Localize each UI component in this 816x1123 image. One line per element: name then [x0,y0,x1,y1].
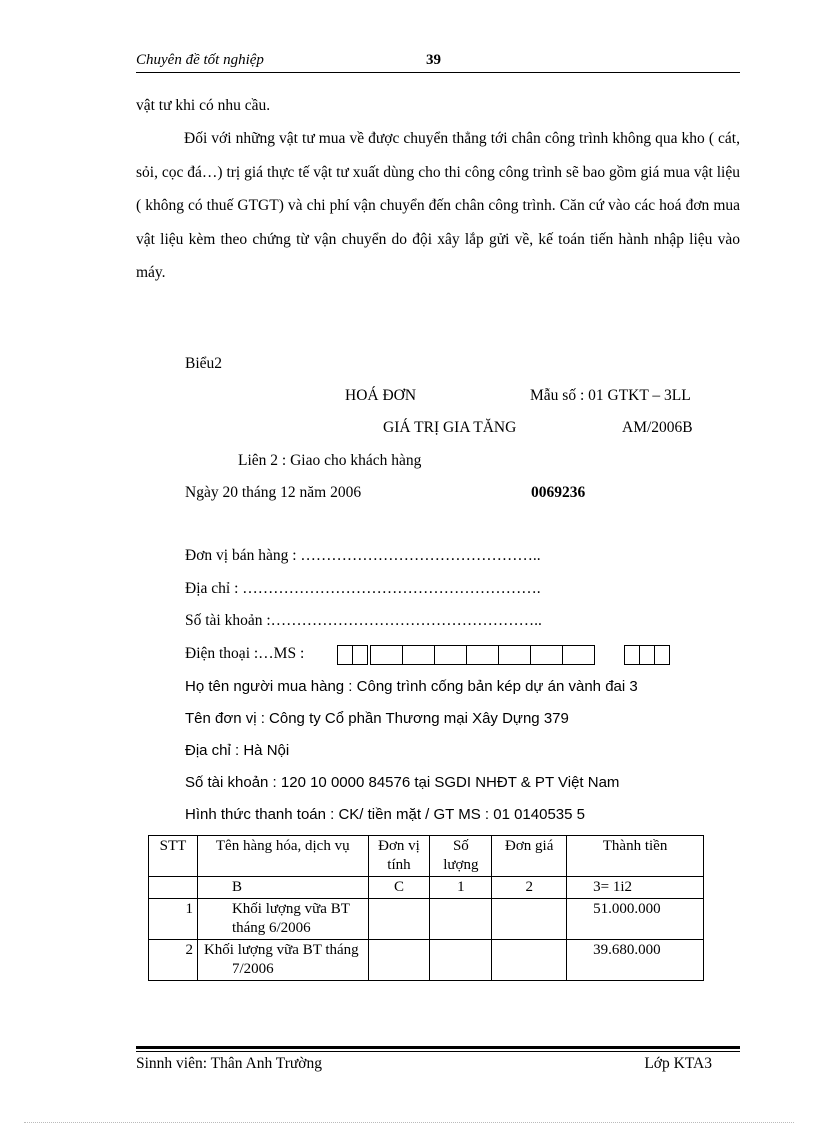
row-stt: 1 [149,899,198,940]
form-number: Mẫu số : 01 GTKT – 3LL [530,387,691,404]
row-amount: 51.000.000 [567,899,704,940]
invoice-title-1: HOÁ ĐƠN [345,387,417,404]
tax-code-boxes-3 [624,645,670,664]
row-quantity [430,940,492,981]
row-price [492,899,567,940]
row-name: Khối lượng vữa BT tháng 7/2006 [197,940,368,981]
phone-line: Điện thoại :…MS : [185,645,305,662]
invoice-label: Biểu2 [185,355,223,372]
table-row [149,899,704,940]
footer-student: Sinnh viên: Thân Anh Trường [136,1055,322,1072]
paragraph-1: vật tư khi có nhu cầu. [136,97,271,114]
invoice-date: Ngày 20 tháng 12 năm 2006 [185,484,362,501]
tax-code-boxes-2 [370,645,595,664]
header-unit: Đơn vị tính [368,836,430,877]
code-cell: 3= 1i2 [567,877,704,899]
code-cell: B [197,877,368,899]
table-header-row [149,836,704,877]
table-code-row [149,877,704,899]
row-price [492,940,567,981]
invoice-table [148,835,704,981]
buyer-address-line: Địa chỉ : Hà Nội [185,742,290,759]
code-cell: C [368,877,430,899]
buyer-unit-line: Tên đơn vị : Công ty Cổ phần Thương mại Xây Dựng 379 [185,710,569,727]
seller-line: Đơn vị bán hàng : ……………………………………….. [185,547,541,564]
tax-code-boxes-1 [337,645,368,664]
code-cell: 2 [492,877,567,899]
buyer-name-line: Họ tên người mua hàng : Công trình cống bản kép dự án vành đai 3 [185,678,638,695]
header-amount: Thành tiền [567,836,704,877]
invoice-series: AM/2006B [622,419,693,436]
code-cell [149,877,198,899]
header-price: Đơn giá [492,836,567,877]
header-name: Tên hàng hóa, dịch vụ [197,836,368,877]
page-footer [136,1046,740,1072]
header-title: Chuyên đề tốt nghiệp [136,52,264,68]
code-cell: 1 [430,877,492,899]
paragraph-2: Đối với những vật tư mua về được chuyển thẳng tới chân công trình không qua kho ( cát, sỏi, cọc đá…) trị giá thực tế vật tư xuất dùng cho thi công công trình sẽ bao gồm giá mua vật liệu ( không có thuế GTGT) và chi phí vận chuyển đến chân công trình. Căn cứ vào các hoá đơn mua vật liệu kèm theo chứng từ vận chuyển do đội xây lắp gửi về, kế toán tiến hành nhập liệu vào máy. [136,130,740,282]
row-unit [368,940,430,981]
seller-account-line: Số tài khoản :…………………………………………….. [185,612,542,629]
footer-class: Lớp KTA3 [644,1055,712,1072]
row-amount: 39.680.000 [567,940,704,981]
row-stt: 2 [149,940,198,981]
page-number: 39 [426,52,441,68]
header-quantity: Số lượng [430,836,492,877]
buyer-account-line: Số tài khoản : 120 10 0000 84576 tại SGDI NHĐT & PT Việt Nam [185,774,620,791]
invoice-number: 0069236 [531,484,586,501]
table-row [149,940,704,981]
invoice-title-2: GIÁ TRỊ GIA TĂNG [383,419,517,436]
page-header [136,50,740,73]
row-quantity [430,899,492,940]
invoice-copy: Liên 2 : Giao cho khách hàng [238,452,422,469]
seller-address-line: Địa chỉ : …………………………………………………. [185,580,541,597]
footer-rule-thick [136,1046,740,1049]
payment-line: Hình thức thanh toán : CK/ tiền mặt / GT MS : 01 0140535 5 [185,806,585,823]
header-stt: STT [149,836,198,877]
row-unit [368,899,430,940]
footer-rule-thin [136,1051,740,1052]
row-name: Khối lượng vữa BT tháng 6/2006 [197,899,368,940]
